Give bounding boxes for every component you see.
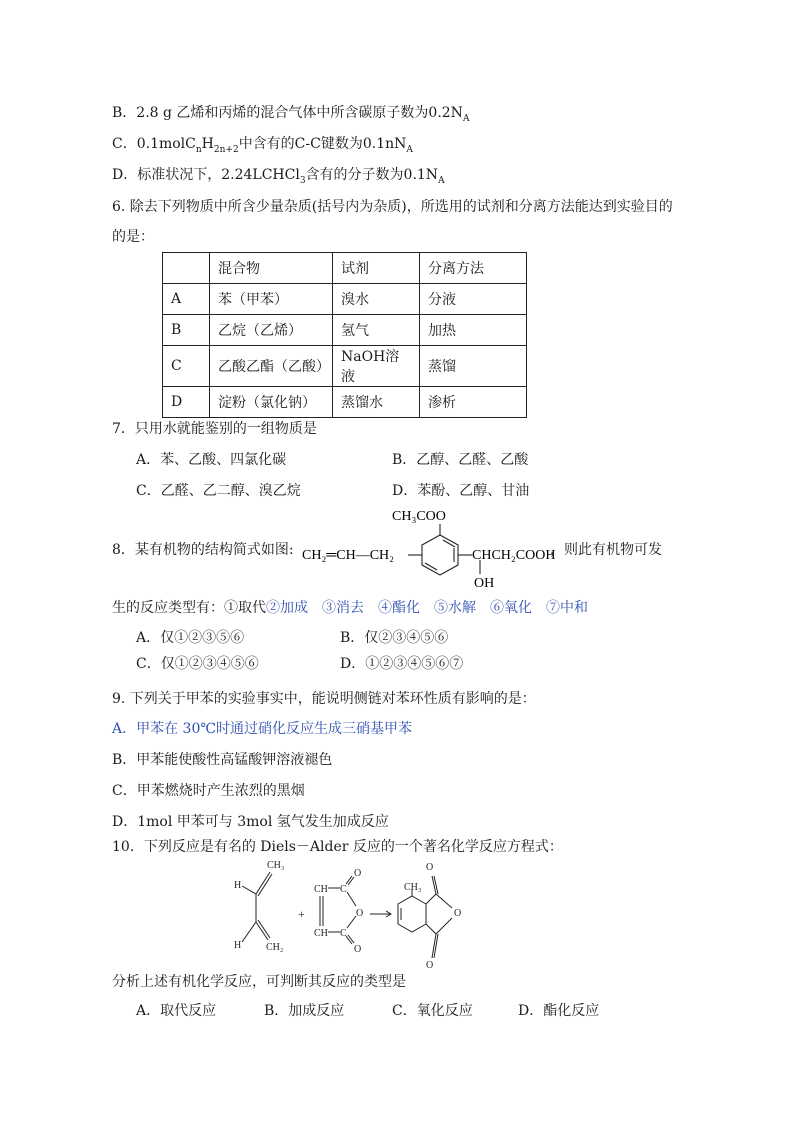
table-header-row bbox=[163, 253, 527, 284]
scheme-h-bottom: H bbox=[234, 940, 242, 951]
table-cell: B bbox=[163, 315, 210, 346]
q9-option-c: C．甲苯燃烧时产生浓烈的黑烟 bbox=[112, 783, 305, 799]
struct-allyl: CH₂═CH—CH₂ bbox=[302, 548, 395, 563]
table-header-cell: 分离方法 bbox=[420, 253, 527, 284]
table-cell: 淀粉（氯化钠） bbox=[210, 387, 333, 418]
q9-option-a: A．甲苯在 30℃时通过硝化反应生成三硝基甲苯 bbox=[112, 721, 413, 737]
table-cell: 溴水 bbox=[333, 284, 420, 315]
table-cell: D bbox=[163, 387, 210, 418]
table-cell: 乙烷（乙烯） bbox=[210, 315, 333, 346]
table-header-cell bbox=[163, 253, 210, 284]
scheme-ch3-product: CH₃ bbox=[404, 882, 422, 893]
struct-side-chain: CHCH₂COOH bbox=[472, 548, 556, 563]
table-cell: A bbox=[163, 284, 210, 315]
q6-stem: 6. 除去下列物质中所含少量杂质(括号内为杂质)，所选用的试剂和分离方法能达到实验目的 bbox=[112, 199, 673, 215]
table-cell: NaOH溶液 bbox=[333, 346, 420, 387]
scheme-c-bottom: C bbox=[340, 928, 347, 939]
q5-option-d: D．标准状况下，2.24LCHCl$_3$含有的分子数为$0.1N_A$ bbox=[112, 167, 445, 186]
table-cell: 蒸馏水 bbox=[333, 387, 420, 418]
q9-option-d: D．1mol 甲苯可与 3mol 氢气发生加成反应 bbox=[112, 814, 389, 830]
q8-stem-tail: ，则此有机物可发 bbox=[550, 542, 662, 558]
q10-stem: 10．下列反应是有名的 Diels－Alder 反应的一个著名化学反应方程式： bbox=[112, 839, 563, 855]
q8-stem: 8．某有机物的结构简式如图: bbox=[112, 542, 294, 558]
table-cell: 分液 bbox=[420, 284, 527, 315]
scheme-o-p-top: O bbox=[426, 862, 434, 873]
table-header-cell: 混合物 bbox=[210, 253, 333, 284]
benzene-ring bbox=[408, 524, 480, 575]
scheme-ch3-diene: CH₃ bbox=[267, 860, 285, 871]
scheme-ch-bottom: CH bbox=[314, 928, 328, 939]
q8-option-b: B．仅②③④⑤⑥ bbox=[340, 630, 449, 646]
table-cell: 苯（甲苯） bbox=[210, 284, 333, 315]
table-cell: 加热 bbox=[420, 315, 527, 346]
scheme-o-ring: O bbox=[356, 908, 364, 919]
q10-option-c: C．氧化反应 bbox=[392, 1003, 473, 1019]
q8-option-d: D．①②③④⑤⑥⑦ bbox=[340, 656, 464, 672]
q7-option-d: D．苯酚、乙醇、甘油 bbox=[392, 483, 530, 499]
scheme-o-top: O bbox=[354, 868, 362, 879]
scheme-ch2: CH₂ bbox=[266, 942, 284, 953]
q6-stem-cont: 的是： bbox=[112, 229, 154, 245]
q8-option-a: A．仅①②③⑤⑥ bbox=[136, 630, 245, 646]
q10-option-d: D．酯化反应 bbox=[518, 1003, 600, 1019]
q8-structure bbox=[300, 500, 580, 596]
table-row bbox=[163, 315, 527, 346]
scheme-o-bottom: O bbox=[354, 944, 362, 955]
q7-option-c: C．乙醛、乙二醇、溴乙烷 bbox=[136, 483, 301, 499]
q9-option-b: B．甲苯能使酸性高锰酸钾溶液褪色 bbox=[112, 752, 333, 768]
q10-reaction-scheme bbox=[228, 856, 478, 976]
scheme-o-p-bottom: O bbox=[426, 960, 434, 971]
q7-option-a: A．苯、乙酸、四氯化碳 bbox=[136, 452, 287, 468]
table-row bbox=[163, 387, 527, 418]
struct-acetoxy: CH₃COO bbox=[392, 509, 446, 524]
table-cell: 渗析 bbox=[420, 387, 527, 418]
q7-option-b: B．乙醇、乙醛、乙酸 bbox=[392, 452, 529, 468]
q9-stem: 9. 下列关于甲苯的实验事实中，能说明侧链对苯环性质有影响的是： bbox=[112, 691, 536, 707]
q5-option-c: C．$0.1molC_nH_{2n+2}$中含有的C-C键数为$0.1nN_A$ bbox=[112, 136, 413, 155]
table-cell: 蒸馏 bbox=[420, 346, 527, 387]
table-header-cell: 试剂 bbox=[333, 253, 420, 284]
scheme-c-top: C bbox=[340, 884, 347, 895]
scheme-o-p-ring: O bbox=[454, 908, 462, 919]
struct-hydroxyl: OH bbox=[474, 576, 495, 591]
table-row bbox=[163, 346, 527, 387]
q7-stem: 7．只用水就能鉴别的一组物质是 bbox=[112, 421, 317, 437]
table-row bbox=[163, 284, 527, 315]
table-cell: 氢气 bbox=[333, 315, 420, 346]
scheme-ch-top: CH bbox=[314, 884, 328, 895]
scheme-plus: + bbox=[298, 907, 305, 921]
q8-option-c: C．仅①②③④⑤⑥ bbox=[136, 656, 259, 672]
q8-reaction-types: 生的反应类型有：①取代②加成 ③消去 ④酯化 ⑤水解 ⑥氧化 ⑦中和 bbox=[112, 600, 588, 616]
q10-option-b: B．加成反应 bbox=[264, 1003, 345, 1019]
table-cell: 乙酸乙酯（乙酸） bbox=[210, 346, 333, 387]
scheme-h-top: H bbox=[234, 880, 242, 891]
table-cell: C bbox=[163, 346, 210, 387]
q6-table bbox=[162, 252, 527, 418]
q10-option-a: A．取代反应 bbox=[136, 1003, 217, 1019]
q10-analysis: 分析上述有机化学反应，可判断其反应的类型是 bbox=[112, 974, 406, 990]
q5-option-b: B．2.8 g 乙烯和丙烯的混合气体中所含碳原子数为$0.2N_A$ bbox=[112, 105, 470, 124]
